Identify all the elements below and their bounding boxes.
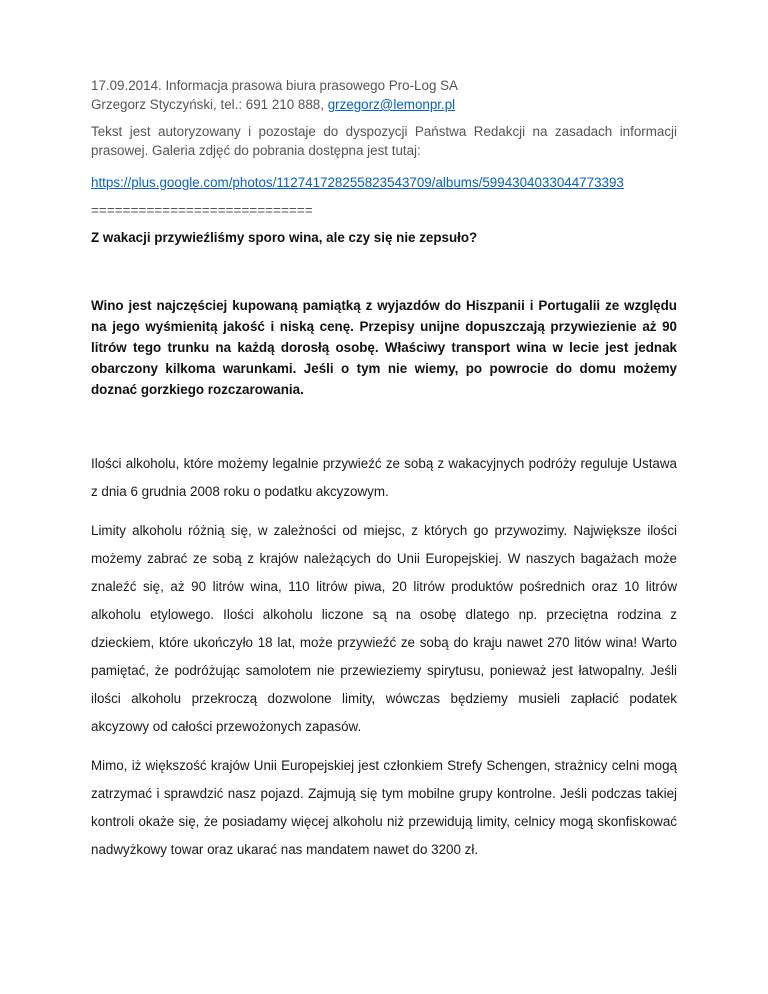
body-paragraph-2: Limity alkoholu różnią się, w zależności od miejsc, z których go przywozimy. Największe ilości możemy zabrać ze sobą z krajów należących do Unii Europejskiej. W naszych bagażach może znaleźć się, aż 90 litrów wina, 110 litrów piwa, 20 litrów produktów pośrednich oraz 10 litrów alkoholu etylowego. Ilości alkoholu liczone są na osobę dlatego np. przeciętna rodzina z dzieckiem, które ukończyło 18 lat, może przywieźć ze sobą do kraju nawet 270 litów wina! Warto pamiętać, że podróżując samolotem nie przewieziemy spirytusu, ponieważ jest łatwopalny. Jeśli ilości alkoholu przekroczą dozwolone limity, wówczas będziemy musieli zapłacić podatek akcyzowy od całości przewożonych zapasów. — [91, 523, 677, 734]
contact-line — [91, 95, 677, 114]
document-page — [91, 76, 677, 864]
email-link[interactable]: grzegorz@lemonpr.pl — [327, 97, 456, 112]
body-paragraph-1: Ilości alkoholu, które możemy legalnie przywieźć ze sobą z wakacyjnych podróży reguluje Ustawa z dnia 6 grudnia 2008 roku o podatku akcyzowym. — [91, 456, 677, 499]
gallery-link[interactable]: https://plus.google.com/photos/112741728255823543709/albums/5994304033044773393 — [91, 175, 624, 190]
authorization-note: Tekst jest autoryzowany i pozostaje do dyspozycji Państwa Redakcji na zasadach informacji prasowej. Galeria zdjęć do pobrania dostępna jest tutaj: — [91, 124, 677, 158]
article-headline: Z wakacji przywieźliśmy sporo wina, ale czy się nie zepsuło? — [91, 230, 478, 245]
body-paragraph-3: Mimo, iż większość krajów Unii Europejskiej jest członkiem Strefy Schengen, strażnicy celni mogą zatrzymać i sprawdzić nasz pojazd. Zajmują się tym mobilne grupy kontrolne. Jeśli podczas takiej kontroli okaże się, że posiadamy więcej alkoholu niż przewidują limity, celnicy mogą skonfiskować nadwyżkowy towar oraz ukarać nas mandatem nawet do 3200 zł. — [91, 758, 677, 857]
separator-line: ============================ — [91, 203, 313, 218]
lead-paragraph: Wino jest najczęściej kupowaną pamiątką z wyjazdów do Hiszpanii i Portugalii ze względu na jego wyśmienitą jakość i niską cenę. Przepisy unijne dopuszczają przywiezienie aż 90 litrów tego trunku na każdą dorosłą osobę. Właściwy transport wina w lecie jest jednak obarczony kilkoma warunkami. Jeśli o tym nie wiemy, po powrocie do domu możemy doznać gorzkiego rozczarowania. — [91, 298, 677, 397]
press-release-info: 17.09.2014. Informacja prasowa biura prasowego Pro-Log SA — [91, 78, 458, 93]
contact-text: Grzegorz Styczyński, tel.: 691 210 888, — [91, 97, 328, 112]
